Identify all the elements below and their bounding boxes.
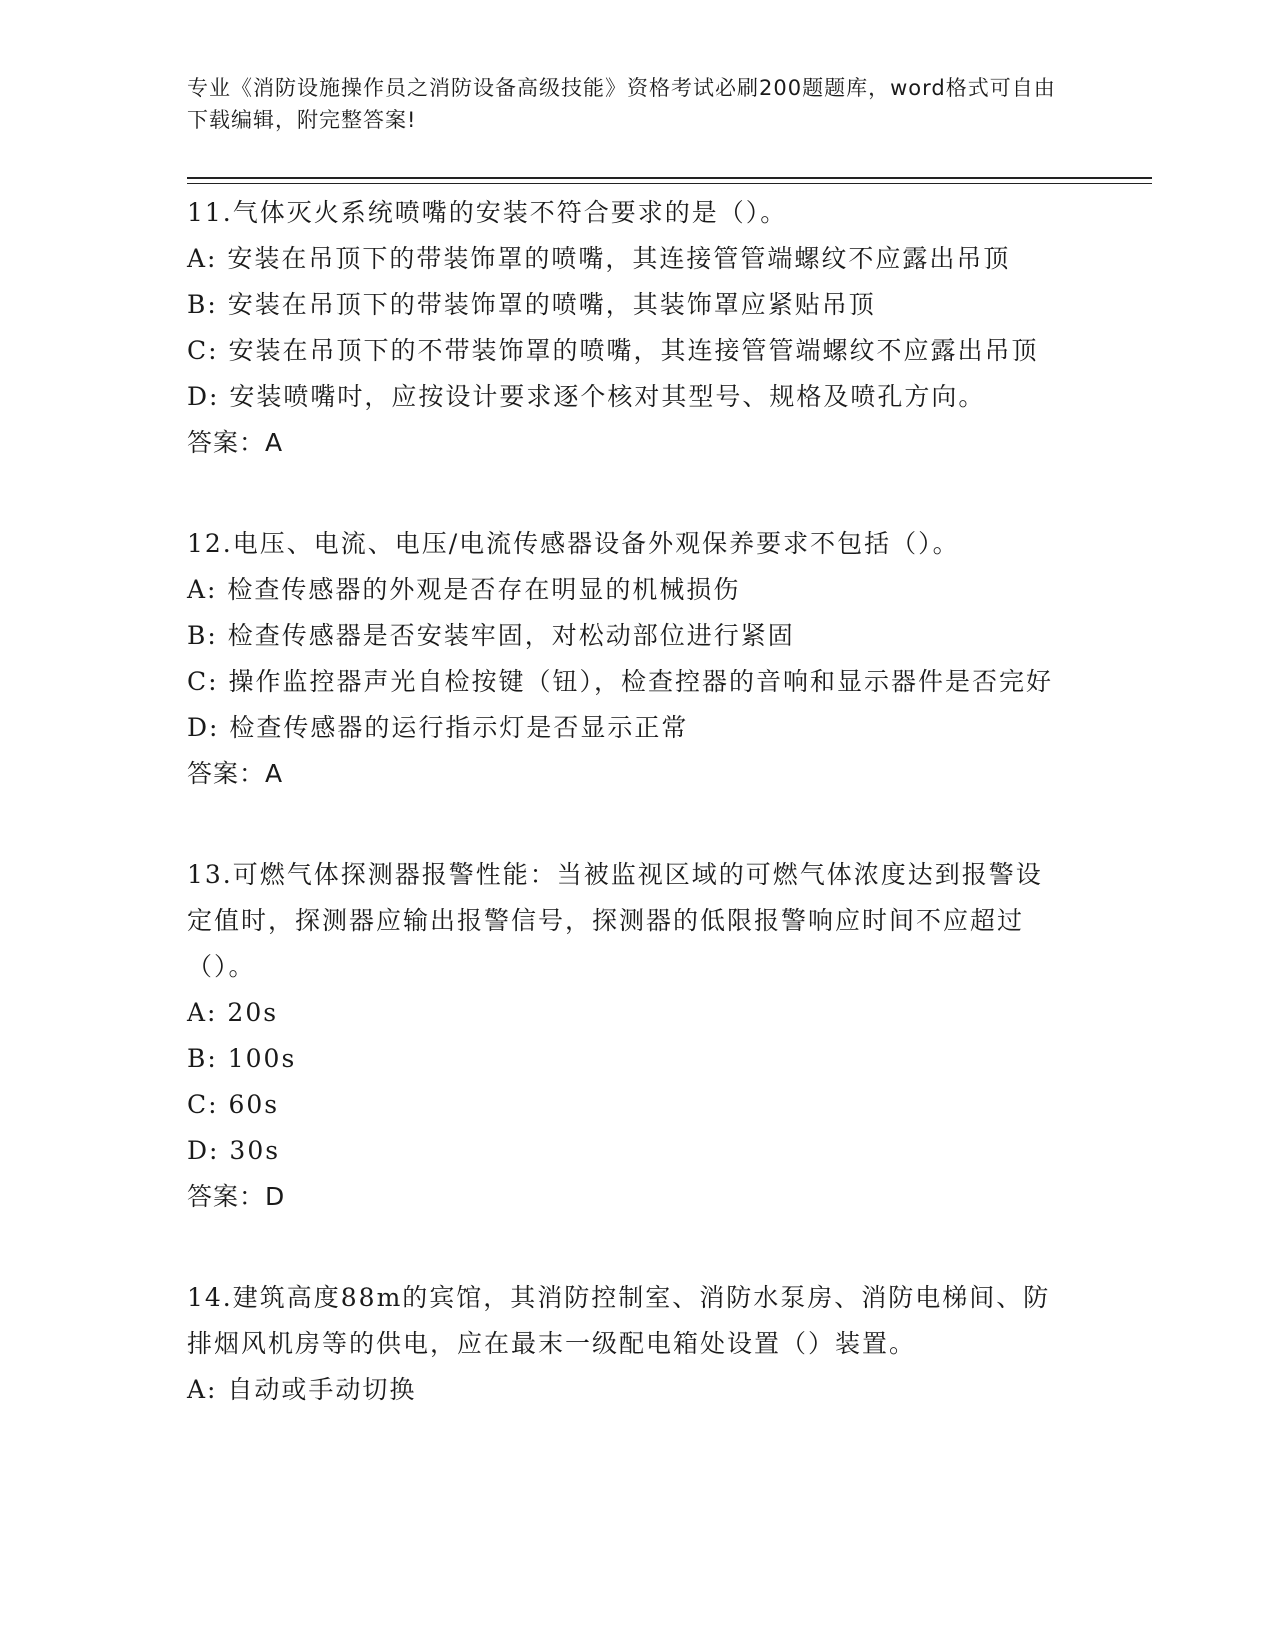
option-d: D: 检查传感器的运行指示灯是否显示正常 [187, 713, 689, 742]
question-stem: 12.电压、电流、电压/电流传感器设备外观保养要求不包括（）。 [187, 529, 960, 558]
question-stem: 14.建筑高度88m的宾馆，其消防控制室、消防水泵房、消防电梯间、防排烟风机房等的供电，应在最末一级配电箱处设置（）装置。 [187, 1283, 1051, 1358]
option-a: A: 安装在吊顶下的带装饰罩的喷嘴，其连接管管端螺纹不应露出吊顶 [187, 244, 1011, 273]
option-b: B: 100s [187, 1044, 297, 1073]
answer-label: 答案：A [187, 428, 284, 457]
document-header: 专业《消防设施操作员之消防设备高级技能》资格考试必刷200题题库，word格式可自由下载编辑，附完整答案! [187, 76, 1056, 132]
option-a: A: 自动或手动切换 [187, 1375, 417, 1404]
question-12 [187, 521, 1067, 797]
question-stem: 13.可燃气体探测器报警性能：当被监视区域的可燃气体浓度达到报警设定值时，探测器应输出报警信号，探测器的低限报警响应时间不应超过（）。 [187, 860, 1043, 981]
option-b: B: 检查传感器是否安装牢固，对松动部位进行紧固 [187, 621, 795, 650]
question-13 [187, 852, 1067, 1220]
answer-label: 答案：D [187, 1182, 286, 1211]
option-a: A: 检查传感器的外观是否存在明显的机械损伤 [187, 575, 741, 604]
option-a: A: 20s [187, 998, 279, 1027]
header-rule-thin [187, 183, 1152, 184]
header-rule-thick [187, 177, 1152, 179]
answer-label: 答案：A [187, 759, 284, 788]
question-stem: 11.气体灭火系统喷嘴的安装不符合要求的是（）。 [187, 198, 788, 227]
option-c: C: 操作监控器声光自检按键（钮），检查控器的音响和显示器件是否完好 [187, 667, 1054, 696]
option-d: D: 30s [187, 1136, 281, 1165]
question-14 [187, 1275, 1067, 1413]
option-c: C: 安装在吊顶下的不带装饰罩的喷嘴，其连接管管端螺纹不应露出吊顶 [187, 336, 1039, 365]
option-b: B: 安装在吊顶下的带装饰罩的喷嘴，其装饰罩应紧贴吊顶 [187, 290, 876, 319]
option-c: C: 60s [187, 1090, 280, 1119]
question-11 [187, 190, 1067, 466]
option-d: D: 安装喷嘴吋，应按设计要求逐个核对其型号、规格及喷孔方向。 [187, 382, 986, 411]
question-list [187, 190, 1067, 1468]
